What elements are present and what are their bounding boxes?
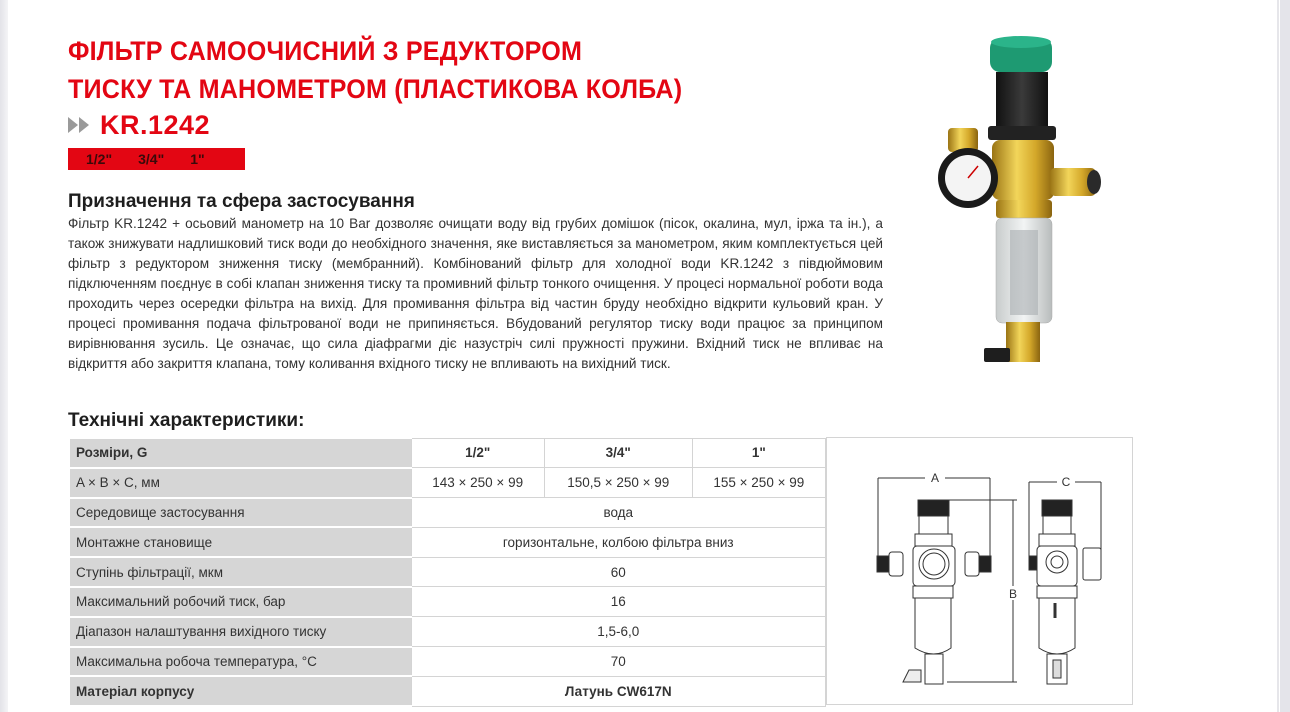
left-edge bbox=[0, 0, 8, 712]
purpose-text: Фільтр KR.1242 + осьовий манометр на 10 Bar дозволяє очищати воду від грубих домішок (пісок, окалина, мул, іржа та ін.), а також знижувати надлишковий тиск води до необхідного значення, яке виставляється за манометром, яким комплектується цей фільтр з редуктором зниження тиску (мембранний). Комбінований фільтр для холодної води KR.1242 з півдюймовим підключенням поєднує в собі клапан зниження тиску та промивний фільтр тонкого очищення. У процесі нормальної роботи вода проходить через осередки фільтра на вихід. Для промивання фільтра від частин бруду необхідно відкрити кульовий кран. У процесі промивання подача фільтрованої води не припиняється. Вбудований регулятор тиску води працює за принципом вирівнювання зусиль. Це означає, що сила діафрагми діє назустріч силі пружності пружини. Вхідний тиск не впливає на відкриття або закриття клапана, тому коливання вхідного тиску не впливають на вихідний тиск. bbox=[68, 216, 883, 371]
size-label: 3/4" bbox=[138, 151, 165, 167]
cell-value: 70 bbox=[411, 647, 826, 677]
double-arrow-icon bbox=[68, 117, 90, 133]
table-row bbox=[69, 557, 826, 587]
cell-value: вода bbox=[411, 498, 826, 528]
catalog-page bbox=[8, 0, 1277, 712]
size-label: 1" bbox=[190, 151, 205, 167]
cell-value: 1" bbox=[692, 438, 825, 468]
row-label: Розміри, G bbox=[69, 438, 411, 468]
sizes-bar bbox=[68, 148, 245, 170]
title-line-2: ТИСКУ ТА МАНОМЕТРОМ (ПЛАСТИКОВА КОЛБА) bbox=[68, 74, 683, 104]
dimension-label-a: A bbox=[930, 471, 940, 485]
cell-value: 143 × 250 × 99 bbox=[411, 468, 544, 498]
table-row bbox=[69, 468, 826, 498]
row-label: Ступінь фільтрації, мкм bbox=[69, 557, 411, 587]
right-edge bbox=[1280, 0, 1290, 712]
cell-value: 150,5 × 250 × 99 bbox=[544, 468, 692, 498]
cell-value: Латунь CW617N bbox=[411, 676, 826, 706]
table-row bbox=[69, 617, 826, 647]
row-label: Середовище застосування bbox=[69, 498, 411, 528]
model-code: KR.1242 bbox=[100, 109, 211, 140]
table-row bbox=[69, 498, 826, 528]
table-row bbox=[69, 587, 826, 617]
row-label: Матеріал корпусу bbox=[69, 676, 411, 706]
table-row bbox=[69, 647, 826, 677]
cell-value: горизонтальне, колбою фільтра вниз bbox=[411, 527, 826, 557]
cell-value: 16 bbox=[411, 587, 826, 617]
size-label: 1/2" bbox=[86, 151, 113, 167]
specs-heading: Технічні характеристики: bbox=[68, 410, 305, 431]
specs-table bbox=[68, 437, 826, 707]
purpose-heading: Призначення та сфера застосування bbox=[68, 191, 415, 212]
row-label: Діапазон налаштування вихідного тиску bbox=[69, 617, 411, 647]
row-label: Максимальний робочий тиск, бар bbox=[69, 587, 411, 617]
cell-value: 1,5-6,0 bbox=[411, 617, 826, 647]
model-row bbox=[68, 109, 210, 141]
row-label: Максимальна робоча температура, °С bbox=[69, 647, 411, 677]
right-edge-line bbox=[1277, 0, 1279, 712]
table-row bbox=[69, 527, 826, 557]
cell-value: 1/2" bbox=[411, 438, 544, 468]
cell-value: 155 × 250 × 99 bbox=[692, 468, 825, 498]
cell-value: 3/4" bbox=[544, 438, 692, 468]
dimension-label-b: B bbox=[1008, 587, 1018, 601]
product-title bbox=[68, 32, 775, 108]
row-label: Монтажне становище bbox=[69, 527, 411, 557]
dimension-drawing bbox=[826, 437, 1133, 705]
title-line-1: ФІЛЬТР САМООЧИСНИЙ З РЕДУКТОРОМ bbox=[68, 36, 583, 66]
row-label: A × B × C, мм bbox=[69, 468, 411, 498]
table-row bbox=[69, 438, 826, 468]
technical-drawing bbox=[827, 438, 1132, 704]
cell-value: 60 bbox=[411, 557, 826, 587]
dimension-label-c: C bbox=[1061, 475, 1071, 489]
product-photo bbox=[926, 30, 1126, 380]
table-row bbox=[69, 676, 826, 706]
